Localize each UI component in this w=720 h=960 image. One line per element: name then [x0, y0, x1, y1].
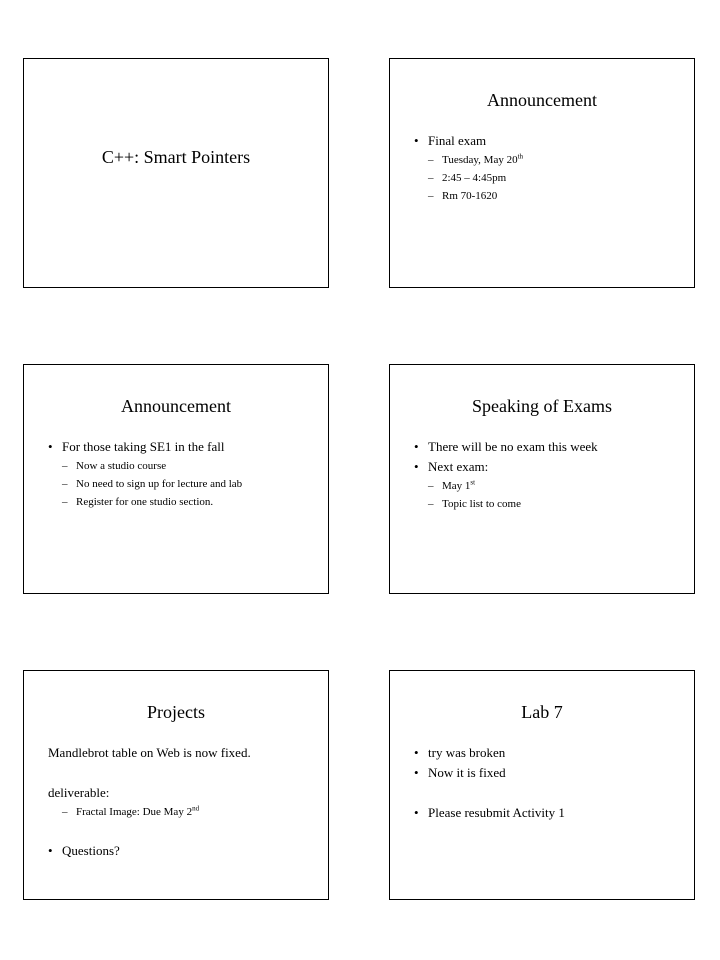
- sub-bullet-item: – Fractal Image: Due May 2nd: [48, 803, 320, 821]
- slide-title: Projects: [147, 702, 205, 722]
- sub-bullet-item: – Tuesday, May 20th: [414, 151, 686, 169]
- slide-title: Speaking of Exams: [472, 396, 612, 416]
- text-line: Mandlebrot table on Web is now fixed.: [48, 745, 251, 760]
- slide-title: Announcement: [121, 396, 231, 416]
- slide-5: [23, 670, 329, 900]
- bullet-item: • Now it is fixed: [414, 763, 686, 783]
- slide-3: [23, 364, 329, 594]
- slide-2: [389, 58, 695, 288]
- sub-bullet-item: – Register for one studio section.: [48, 493, 320, 511]
- slide-title: Announcement: [487, 90, 597, 110]
- slide-content: [414, 131, 686, 205]
- slide-content: [414, 437, 686, 513]
- slide-title: C++: Smart Pointers: [101, 147, 251, 167]
- slide-title: Lab 7: [521, 702, 563, 722]
- bullet-item: • There will be no exam this week: [414, 437, 686, 457]
- slide-6: [389, 670, 695, 900]
- sub-bullet-item: – 2:45 – 4:45pm: [414, 169, 686, 187]
- slide-content: [48, 743, 320, 861]
- bullet-item: • Please resubmit Activity 1: [414, 803, 686, 823]
- bullet-item: • try was broken: [414, 743, 686, 763]
- text-line: deliverable:: [48, 785, 110, 800]
- bullet-item: • Final exam: [414, 131, 686, 151]
- bullet-item: • Questions?: [48, 841, 320, 861]
- slide-content: [414, 743, 686, 823]
- slide-4: [389, 364, 695, 594]
- sub-bullet-item: – Now a studio course: [48, 457, 320, 475]
- sub-bullet-item: – Rm 70-1620: [414, 187, 686, 205]
- sub-bullet-item: – No need to sign up for lecture and lab: [48, 475, 320, 493]
- slide-content: [48, 437, 320, 511]
- sub-bullet-item: – Topic list to come: [414, 495, 686, 513]
- bullet-item: • Next exam:: [414, 457, 686, 477]
- slide-1: [23, 58, 329, 288]
- sub-bullet-item: – May 1st: [414, 477, 686, 495]
- bullet-item: • For those taking SE1 in the fall: [48, 437, 320, 457]
